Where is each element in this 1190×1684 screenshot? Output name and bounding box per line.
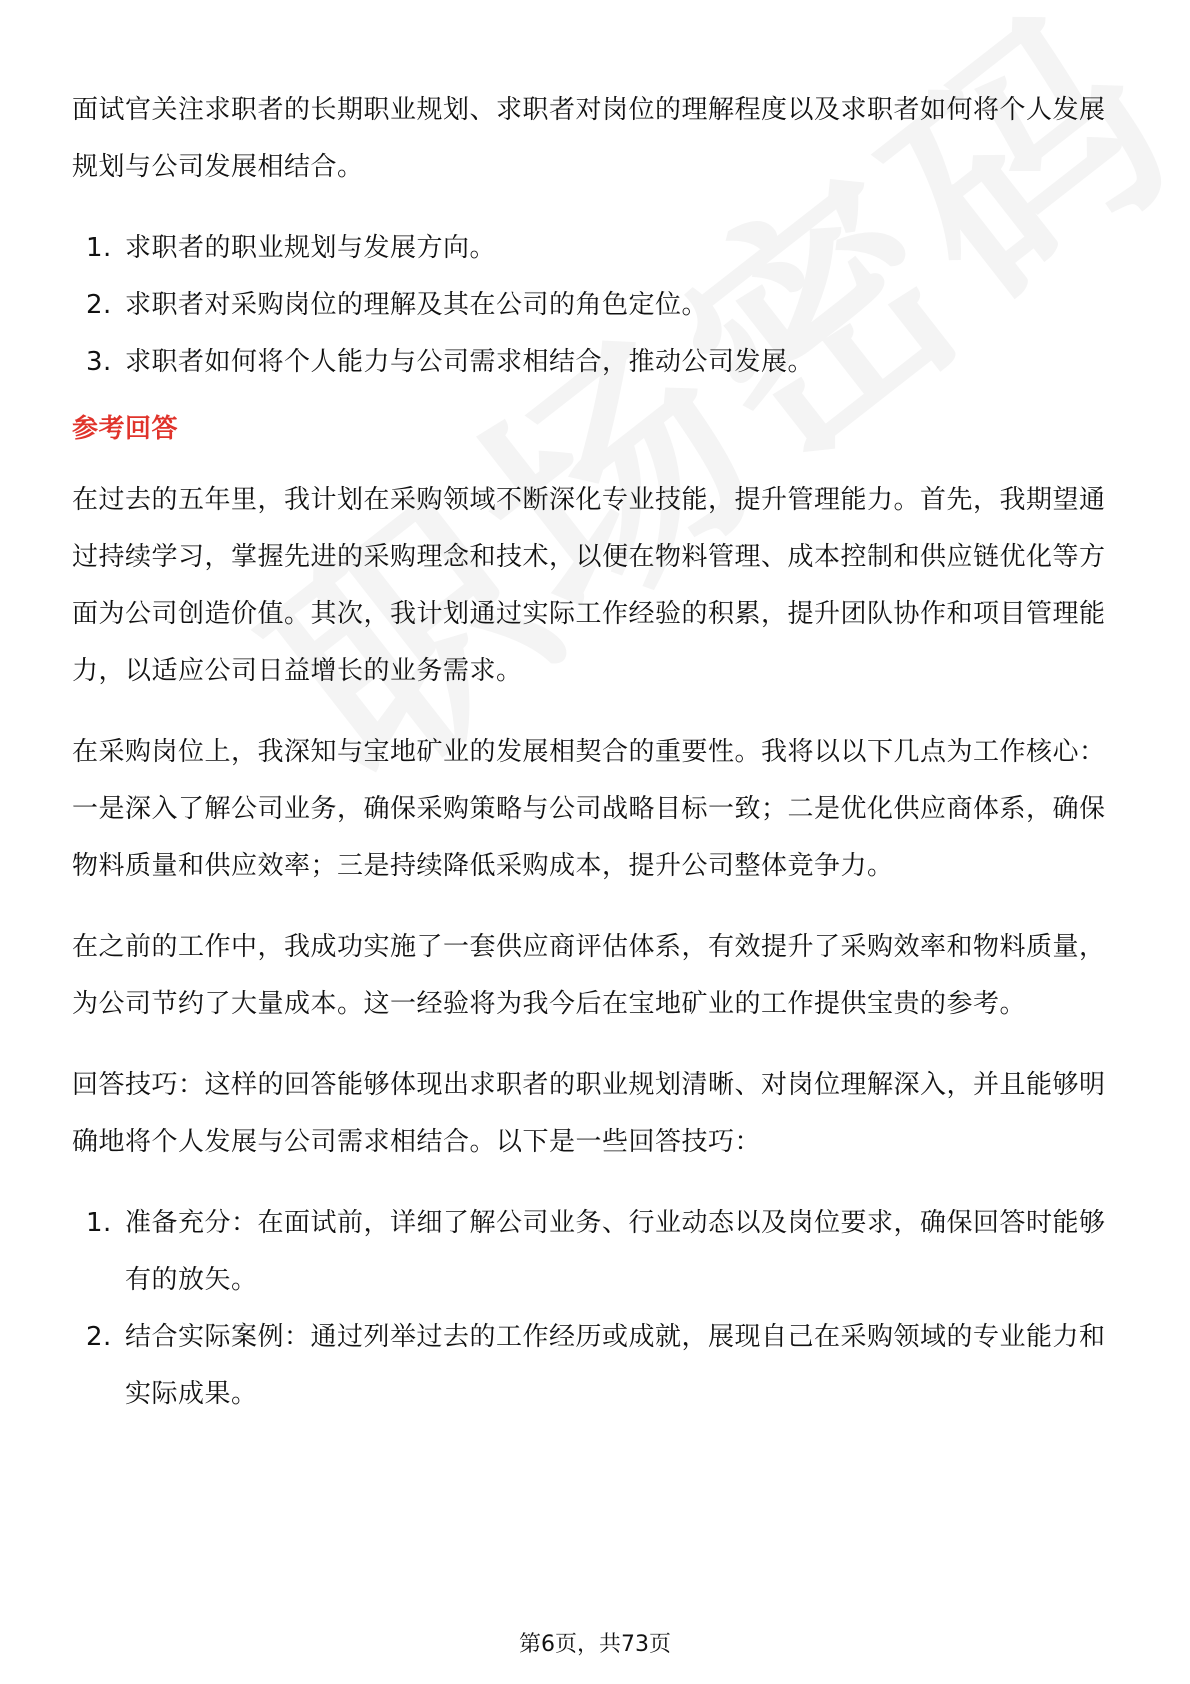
list-number: 3.	[86, 347, 112, 377]
list-item-text: 准备充分：在面试前，详细了解公司业务、行业动态以及岗位要求，确保回答时能够有的放矢。	[125, 1208, 1106, 1295]
list-item-text: 求职者对采购岗位的理解及其在公司的角色定位。	[125, 290, 709, 320]
list-number: 2.	[86, 290, 112, 320]
list-number: 2.	[86, 1322, 112, 1352]
list-number: 1.	[86, 233, 112, 263]
tips-list	[72, 1195, 1118, 1423]
tips-paragraph: 回答技巧：这样的回答能够体现出求职者的职业规划清晰、对岗位理解深入，并且能够明确地将个人发展与公司需求相结合。以下是一些回答技巧：	[72, 1070, 1106, 1157]
list-item	[72, 1195, 1118, 1309]
list-item-text: 求职者如何将个人能力与公司需求相结合，推动公司发展。	[125, 347, 815, 377]
page-number: 第6页，共73页	[519, 1632, 671, 1657]
list-item	[72, 220, 1118, 277]
list-item-text: 结合实际案例：通过列举过去的工作经历或成就，展现自己在采购领域的专业能力和实际成果。	[125, 1322, 1106, 1409]
answer-paragraph: 在之前的工作中，我成功实施了一套供应商评估体系，有效提升了采购效率和物料质量，为公司节约了大量成本。这一经验将为我今后在宝地矿业的工作提供宝贵的参考。	[72, 932, 1106, 1019]
list-number: 1.	[86, 1208, 112, 1238]
intro-paragraph: 面试官关注求职者的长期职业规划、求职者对岗位的理解程度以及求职者如何将个人发展规划与公司发展相结合。	[72, 95, 1106, 182]
list-item	[72, 277, 1118, 334]
list-item	[72, 1309, 1118, 1423]
answer-heading: 参考回答	[72, 414, 179, 444]
document-page	[72, 82, 1118, 1423]
answer-paragraph: 在采购岗位上，我深知与宝地矿业的发展相契合的重要性。我将以以下几点为工作核心：一是深入了解公司业务，确保采购策略与公司战略目标一致；二是优化供应商体系，确保物料质量和供应效率；三是持续降低采购成本，提升公司整体竞争力。	[72, 737, 1106, 881]
list-item-text: 求职者的职业规划与发展方向。	[125, 233, 497, 263]
list-item	[72, 334, 1118, 391]
answer-paragraph: 在过去的五年里，我计划在采购领域不断深化专业技能，提升管理能力。首先，我期望通过持续学习，掌握先进的采购理念和技术，以便在物料管理、成本控制和供应链优化等方面为公司创造价值。其次，我计划通过实际工作经验的积累，提升团队协作和项目管理能力，以适应公司日益增长的业务需求。	[72, 485, 1106, 686]
intro-list	[72, 220, 1118, 391]
